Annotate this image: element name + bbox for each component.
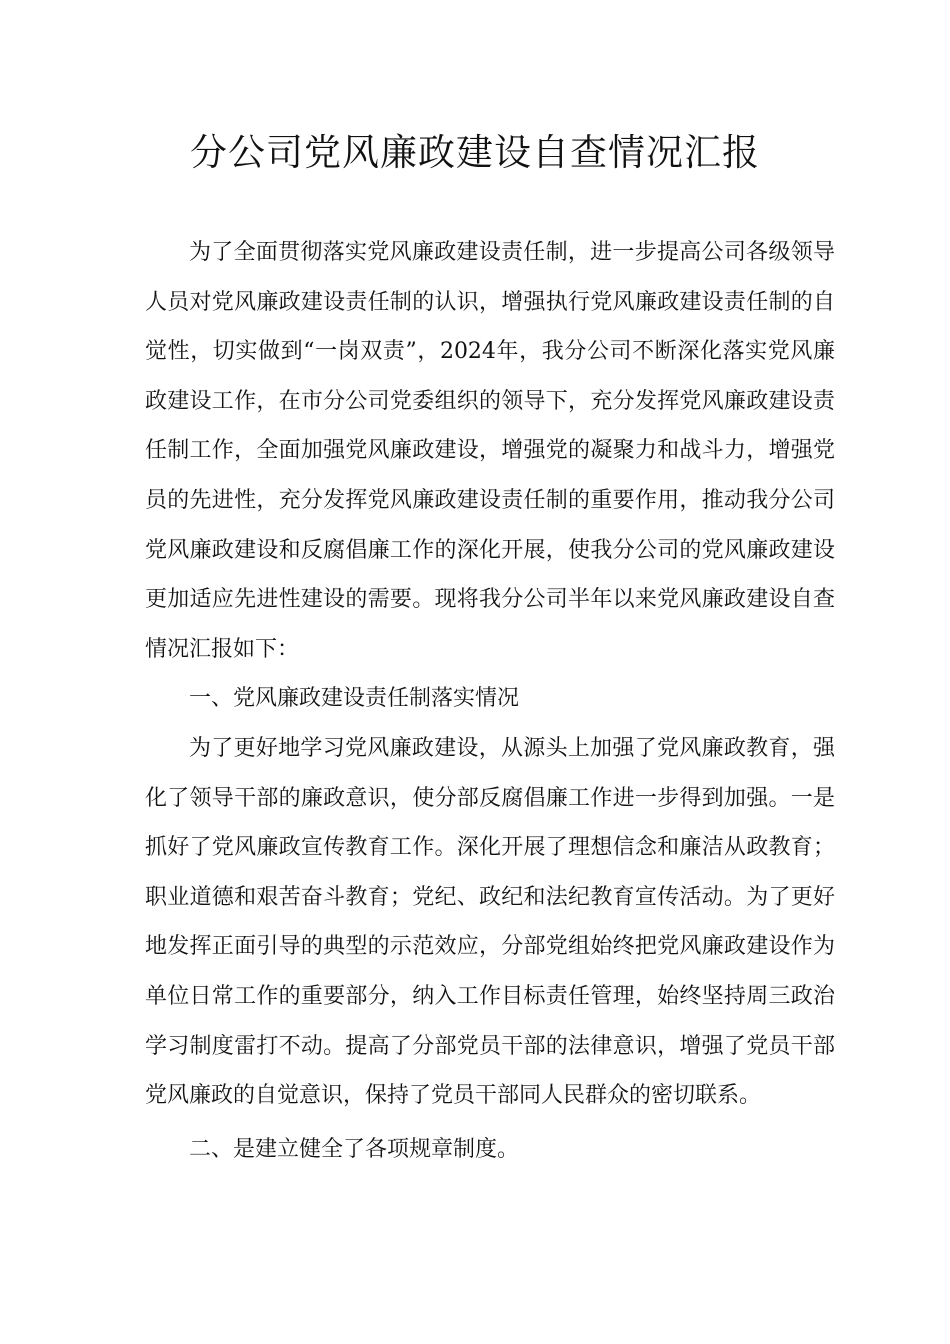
section-1-paragraph: 为了更好地学习党风廉政建设，从源头上加强了党风廉政教育，强化了领导干部的廉政意识，使分部反腐倡廉工作进一步得到加强。一是抓好了党风廉政宣传教育工作。深化开展了理想信念和廉洁从政教育；职业道德和艰苦奋斗教育；党纪、政纪和法纪教育宣传活动。为了更好地发挥正面引导的典型的示范效应，分部党组始终把党风廉政建设作为单位日常工作的重要部分，纳入工作目标责任管理，始终坚持周三政治学习制度雷打不动。提高了分部党员干部的法律意识，增强了党员干部党风廉政的自觉意识，保持了党员干部同人民群众的密切联系。 [145, 735, 835, 1109]
section-heading-2: 二、是建立健全了各项规章制度。 [189, 1136, 520, 1162]
document-title: 分公司党风廉政建设自查情况汇报 [190, 131, 760, 174]
section-heading-1: 一、党风廉政建设责任制落实情况 [189, 686, 520, 712]
intro-paragraph: 为了全面贯彻落实党风廉政建设责任制，进一步提高公司各级领导人员对党风廉政建设责任制的认识，增强执行党风廉政建设责任制的自觉性，切实做到“一岗双责”，2024年，我分公司不断深化落实党风廉政建设工作，在市分公司党委组织的领导下，充分发挥党风廉政建设责任制工作，全面加强党风廉政建设，增强党的凝聚力和战斗力，增强党员的先进性，充分发挥党风廉政建设责任制的重要作用，推动我分公司党风廉政建设和反腐倡廉工作的深化开展，使我分公司的党风廉政建设更加适应先进性建设的需要。现将我分公司半年以来党风廉政建设自查情况汇报如下： [145, 240, 835, 662]
document-body [145, 228, 835, 1174]
